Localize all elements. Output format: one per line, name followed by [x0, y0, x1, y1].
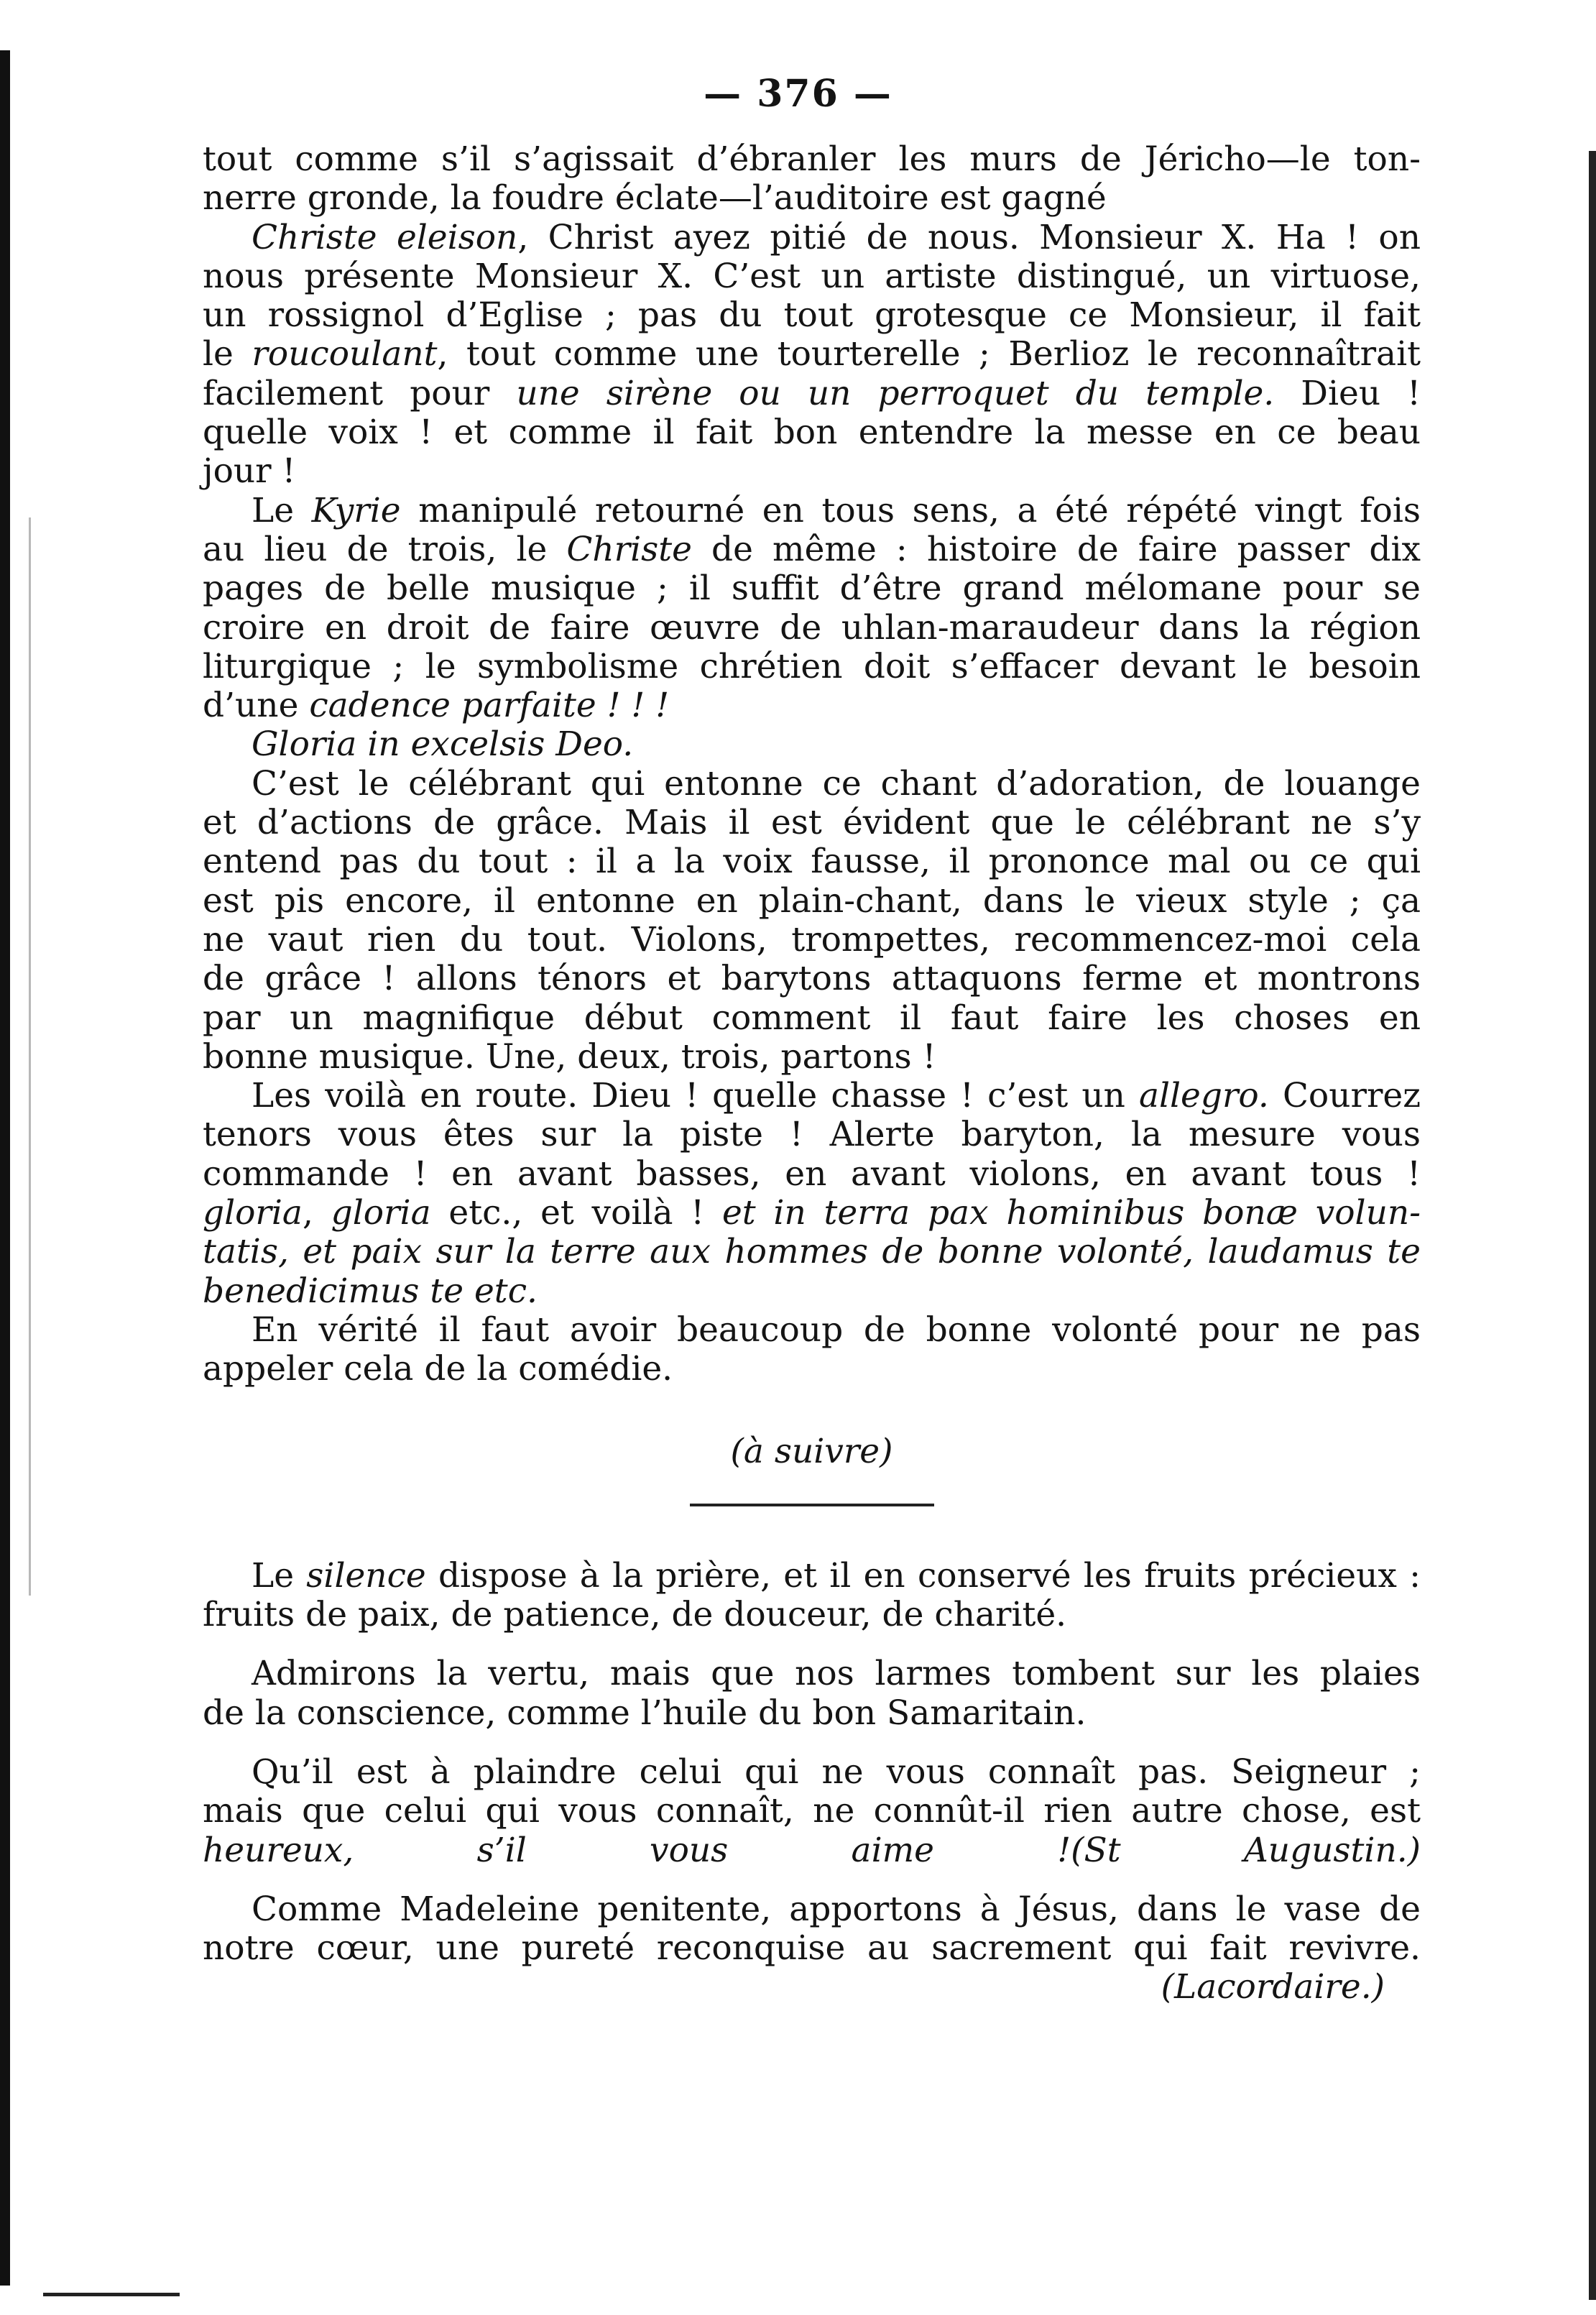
text-span: Courrez [1268, 1076, 1421, 1116]
text-line [203, 1077, 1421, 1115]
text-span: dispose à la prière, et il en conservé les fruits précieux : [425, 1555, 1421, 1596]
scan-edge-left [0, 50, 10, 2286]
text-line: notre cœur, une pureté reconquise au sacrement qui fait revivre. [203, 1928, 1421, 1969]
text-span: Le [252, 1555, 307, 1596]
italic-text: Christe [566, 529, 692, 569]
text-line: quelle voix ! et comme il fait bon entendre la messe en ce beau [203, 413, 1421, 453]
text-line: par un magnifique début comment il faut faire les choses en [203, 998, 1421, 1038]
italic-text: silence [306, 1555, 426, 1596]
italic-text: allegro. [1138, 1076, 1269, 1116]
text-line: de la conscience, comme l’huile du bon Samaritain. [203, 1693, 1087, 1733]
text-span: Le [252, 490, 312, 530]
text-line [203, 1272, 1421, 1311]
text-line [203, 492, 1421, 530]
text-line: jour ! [203, 451, 296, 492]
text-line: de grâce ! allons ténors et barytons attaquons ferme et montrons [203, 959, 1421, 999]
section-title [203, 725, 1421, 764]
text-span: etc., et voilà ! [430, 1193, 722, 1233]
text-line: Comme Madeleine penitente, apportons à Jésus, dans le vase de [252, 1889, 1421, 1929]
text-line [203, 1233, 1421, 1271]
text-line: entend pas du tout : il a la voix fausse, il prononce mal ou ce qui [203, 842, 1421, 882]
text-line: est pis encore, il entonne en plain-chant, dans le vieux style ; ça [203, 880, 1421, 921]
text-line: et d’actions de grâce. Mais il est évident que le célébrant ne s’y [203, 803, 1421, 843]
text-span: le [203, 334, 252, 374]
italic-text: (à suivre) [730, 1431, 893, 1471]
text-line [203, 335, 1421, 374]
text-line: un rossignol d’Eglise ; pas du tout grotesque ce Monsieur, il fait [203, 295, 1421, 336]
text-span: au lieu de trois, le [203, 529, 567, 569]
text-line [203, 530, 1421, 569]
paragraph-admirons [203, 1654, 1421, 1733]
text-span: de même : histoire de faire passer dix [691, 529, 1421, 569]
scan-mark-left [29, 517, 31, 1596]
text-line [203, 218, 1421, 257]
italic-text: (Lacordaire.) [1161, 1967, 1385, 2007]
text-line: C’est le célébrant qui entonne ce chant d’adoration, de louange [252, 763, 1421, 804]
text-line: nous présente Monsieur X. C’est un artiste distingué, un virtuose, [203, 256, 1421, 296]
text-line: croire en droit de faire œuvre de uhlan-maraudeur dans la région [203, 607, 1421, 648]
body-text [203, 140, 1421, 2028]
text-line: appeler cela de la comédie. [203, 1349, 673, 1389]
italic-text: tatis, et paix sur la terre aux hommes de bonne volonté, laudamus te [203, 1232, 1421, 1272]
separator-rule [690, 1504, 934, 1506]
text-span: Les voilà en route. Dieu ! quelle chasse ! c’est un [252, 1076, 1139, 1116]
text-line: commande ! en avant basses, en avant violons, en avant tous ! [203, 1154, 1421, 1194]
italic-text: une sirène ou un perroquet du temple. [516, 373, 1275, 413]
text-line: pages de belle musique ; il suffit d’être grand mélomane pour se [203, 569, 1421, 609]
text-span: , Christ ayez pitié de nous. Monsieur X. Ha ! on [517, 217, 1421, 257]
italic-text: et in terra pax hominibus bonæ volun- [721, 1193, 1421, 1233]
italic-text: gloria [331, 1193, 431, 1233]
text-line: Admirons la vertu, mais que nos larmes tombent sur les plaies [252, 1654, 1421, 1694]
text-line: nerre gronde, la foudre éclate—l’auditoire est gagné [203, 178, 1107, 218]
attribution-lacordaire [203, 1968, 1421, 2007]
text-span: d’une [203, 686, 310, 726]
paragraph-madeleine [203, 1890, 1421, 2007]
text-line [203, 686, 1421, 725]
text-line: ne vaut rien du tout. Violons, trompettes, recommencez-moi cela [203, 919, 1421, 959]
text-span: , tout comme une tourterelle ; Berlioz le reconnaîtrait [437, 334, 1421, 374]
paragraph-augustin [203, 1753, 1421, 1870]
text-line: fruits de paix, de patience, de douceur, de charité. [203, 1595, 1067, 1635]
italic-text: cadence parfaite ! ! ! [309, 686, 670, 726]
text-line: liturgique ; le symbolisme chrétien doit s’effacer devant le besoin [203, 646, 1421, 686]
text-line [203, 1831, 1421, 1870]
scan-edge-right [1589, 151, 1596, 2300]
text-line [203, 374, 1421, 413]
text-line: bonne musique. Une, deux, trois, partons ! [203, 1036, 936, 1077]
italic-text: benedicimus te etc. [203, 1271, 538, 1311]
text-span: manipulé retourné en tous sens, a été répété vingt fois [400, 490, 1421, 530]
italic-text: Kyrie [311, 490, 401, 530]
scan-mark-bottom [43, 2293, 180, 2296]
text-line: tout comme s’il s’agissait d’ébranler les murs de Jéricho—le ton- [203, 139, 1421, 179]
attribution-augustin: (St Augustin.) [1071, 1830, 1421, 1870]
a-suivre [203, 1432, 1421, 1471]
italic-text: roucoulant [252, 334, 438, 374]
text-span: Dieu ! [1274, 373, 1421, 413]
text-span: facilement pour [203, 373, 517, 413]
italic-text: gloria [203, 1193, 303, 1233]
text-line: mais que celui qui vous connaît, ne connût-il rien autre chose, est [203, 1791, 1421, 1831]
text-line: En vérité il faut avoir beaucoup de bonne volonté pour ne pas [252, 1310, 1421, 1350]
text-line [203, 1194, 1421, 1233]
text-line [203, 1557, 1421, 1596]
italic-text: Gloria in excelsis Deo. [252, 724, 634, 765]
text-line: tenors vous êtes sur la piste ! Alerte baryton, la mesure vous [203, 1115, 1421, 1155]
text-line: Qu’il est à plaindre celui qui ne vous connaît pas. Seigneur ; [252, 1752, 1421, 1792]
text-span: , [302, 1193, 331, 1233]
paragraph-silence [203, 1557, 1421, 1635]
italic-text: heureux, s’il vous aime ! [203, 1830, 1071, 1870]
page-number: — 376 — [704, 72, 892, 116]
italic-text: Christe eleison [252, 217, 518, 257]
